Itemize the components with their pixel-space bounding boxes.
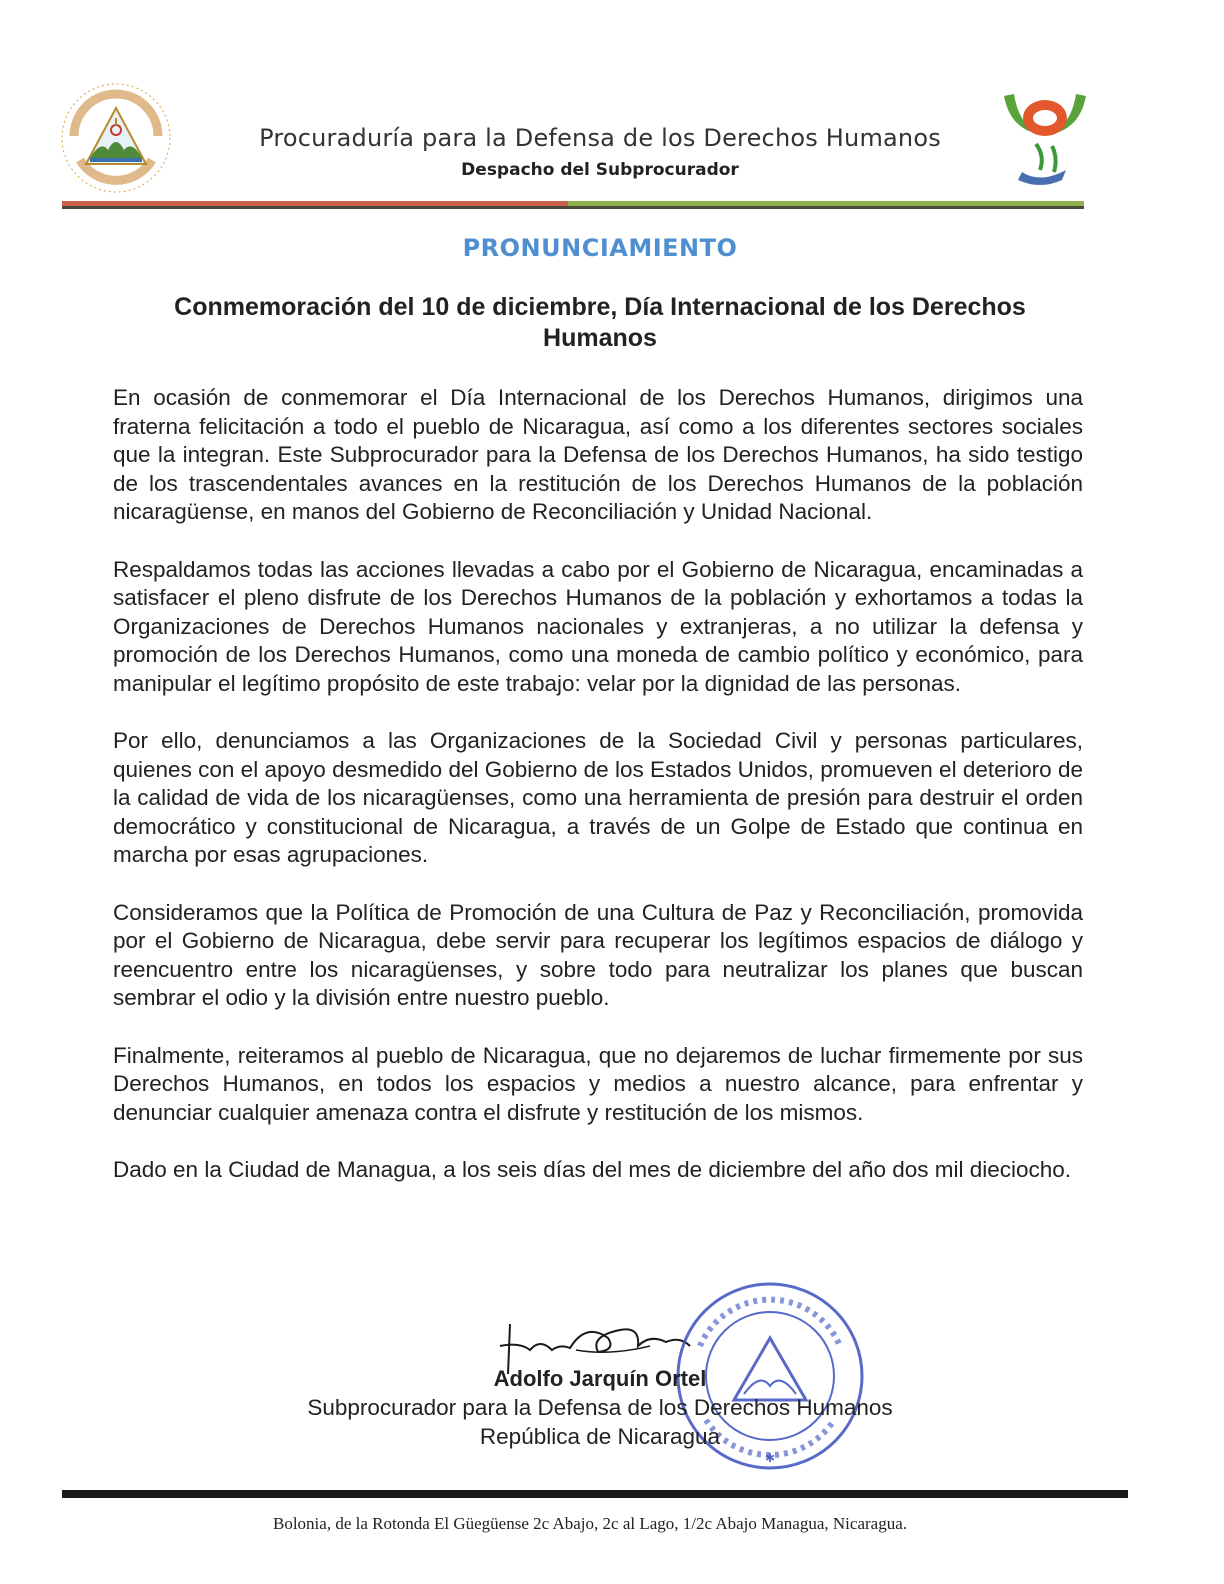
document-title: Conmemoración del 10 de diciembre, Día Internacional de los Derechos Humanos xyxy=(174,293,1026,352)
footer-divider xyxy=(62,1490,1128,1498)
svg-text:✱: ✱ xyxy=(764,1451,776,1465)
document-type-label: PRONUNCIAMIENTO xyxy=(462,234,738,262)
paragraph: Por ello, denunciamos a las Organizaciones de la Sociedad Civil y personas particulares, quienes con el apoyo desmedido del Gobierno de los Estados Unidos, promueven el deterioro de la calidad de vida de los nicaragüenses, como una herramienta de presión para destruir el orden democrático y constitucional de Nicaragua, a través de un Golpe de Estado que continua en marcha por esas agrupaciones. xyxy=(113,728,1083,867)
footer-address: Bolonia, de la Rotonda El Güegüense 2c Abajo, 2c al Lago, 1/2c Abajo Managua, Nicaragua. xyxy=(272,1514,907,1533)
document-body xyxy=(113,384,1083,1214)
signer-role: Subprocurador para la Defensa de los Derechos Humanos xyxy=(307,1395,893,1420)
nicaragua-coat-of-arms-icon xyxy=(56,78,176,198)
paragraph: Consideramos que la Política de Promoción de una Cultura de Paz y Reconciliación, promovida por el Gobierno de Nicaragua, debe servir para recuperar los legítimos espacios de diálogo y reencuentro entre los nicaragüenses, y sobre todo para neutralizar los planes que buscan sembrar el odio y la división entre nuestro pueblo. xyxy=(113,899,1083,1010)
paragraph: En ocasión de conmemorar el Día Internacional de los Derechos Humanos, dirigimos una fraterna felicitación a todo el pueblo de Nicaragua, así como a los diferentes sectores sociales que la integran. Este Subprocurador para la Defensa de los Derechos Humanos, ha sido testigo de los trascendentales avances en la restitución de los Derechos Humanos de la población nicaragüense, en manos del Gobierno de Reconciliación y Unidad Nacional. xyxy=(113,385,1083,524)
paragraph: Dado en la Ciudad de Managua, a los seis días del mes de diciembre del año dos mil dieciocho. xyxy=(113,1157,1072,1182)
paragraph: Finalmente, reiteramos al pueblo de Nicaragua, que no dejaremos de luchar firmemente por sus Derechos Humanos, en todos los espacios y medios a nuestro alcance, para enfrentar y denunciar cualquier amenaza contra el disfrute y restitución de los mismos. xyxy=(113,1042,1083,1125)
paragraph: Respaldamos todas las acciones llevadas a cabo por el Gobierno de Nicaragua, encaminadas a satisfacer el pleno disfrute de los Derechos Humanos de la población y exhortamos a todas la Organizaciones de Derechos Humanos nacionales y extranjeras, a no utilizar la defensa y promoción de los Derechos Humanos, como una moneda de cambio político y económico, para manipular el legítimo propósito de este trabajo: velar por la dignidad de las personas. xyxy=(113,556,1083,696)
department-name: Despacho del Subprocurador xyxy=(461,160,739,180)
signer-name: Adolfo Jarquín Ortel xyxy=(493,1366,707,1391)
header-divider xyxy=(62,200,1084,210)
ombudsman-emblem-icon xyxy=(1000,88,1090,198)
organization-name: Procuraduría para la Defensa de los Derechos Humanos xyxy=(259,124,941,152)
signer-country: República de Nicaragua xyxy=(479,1424,721,1449)
